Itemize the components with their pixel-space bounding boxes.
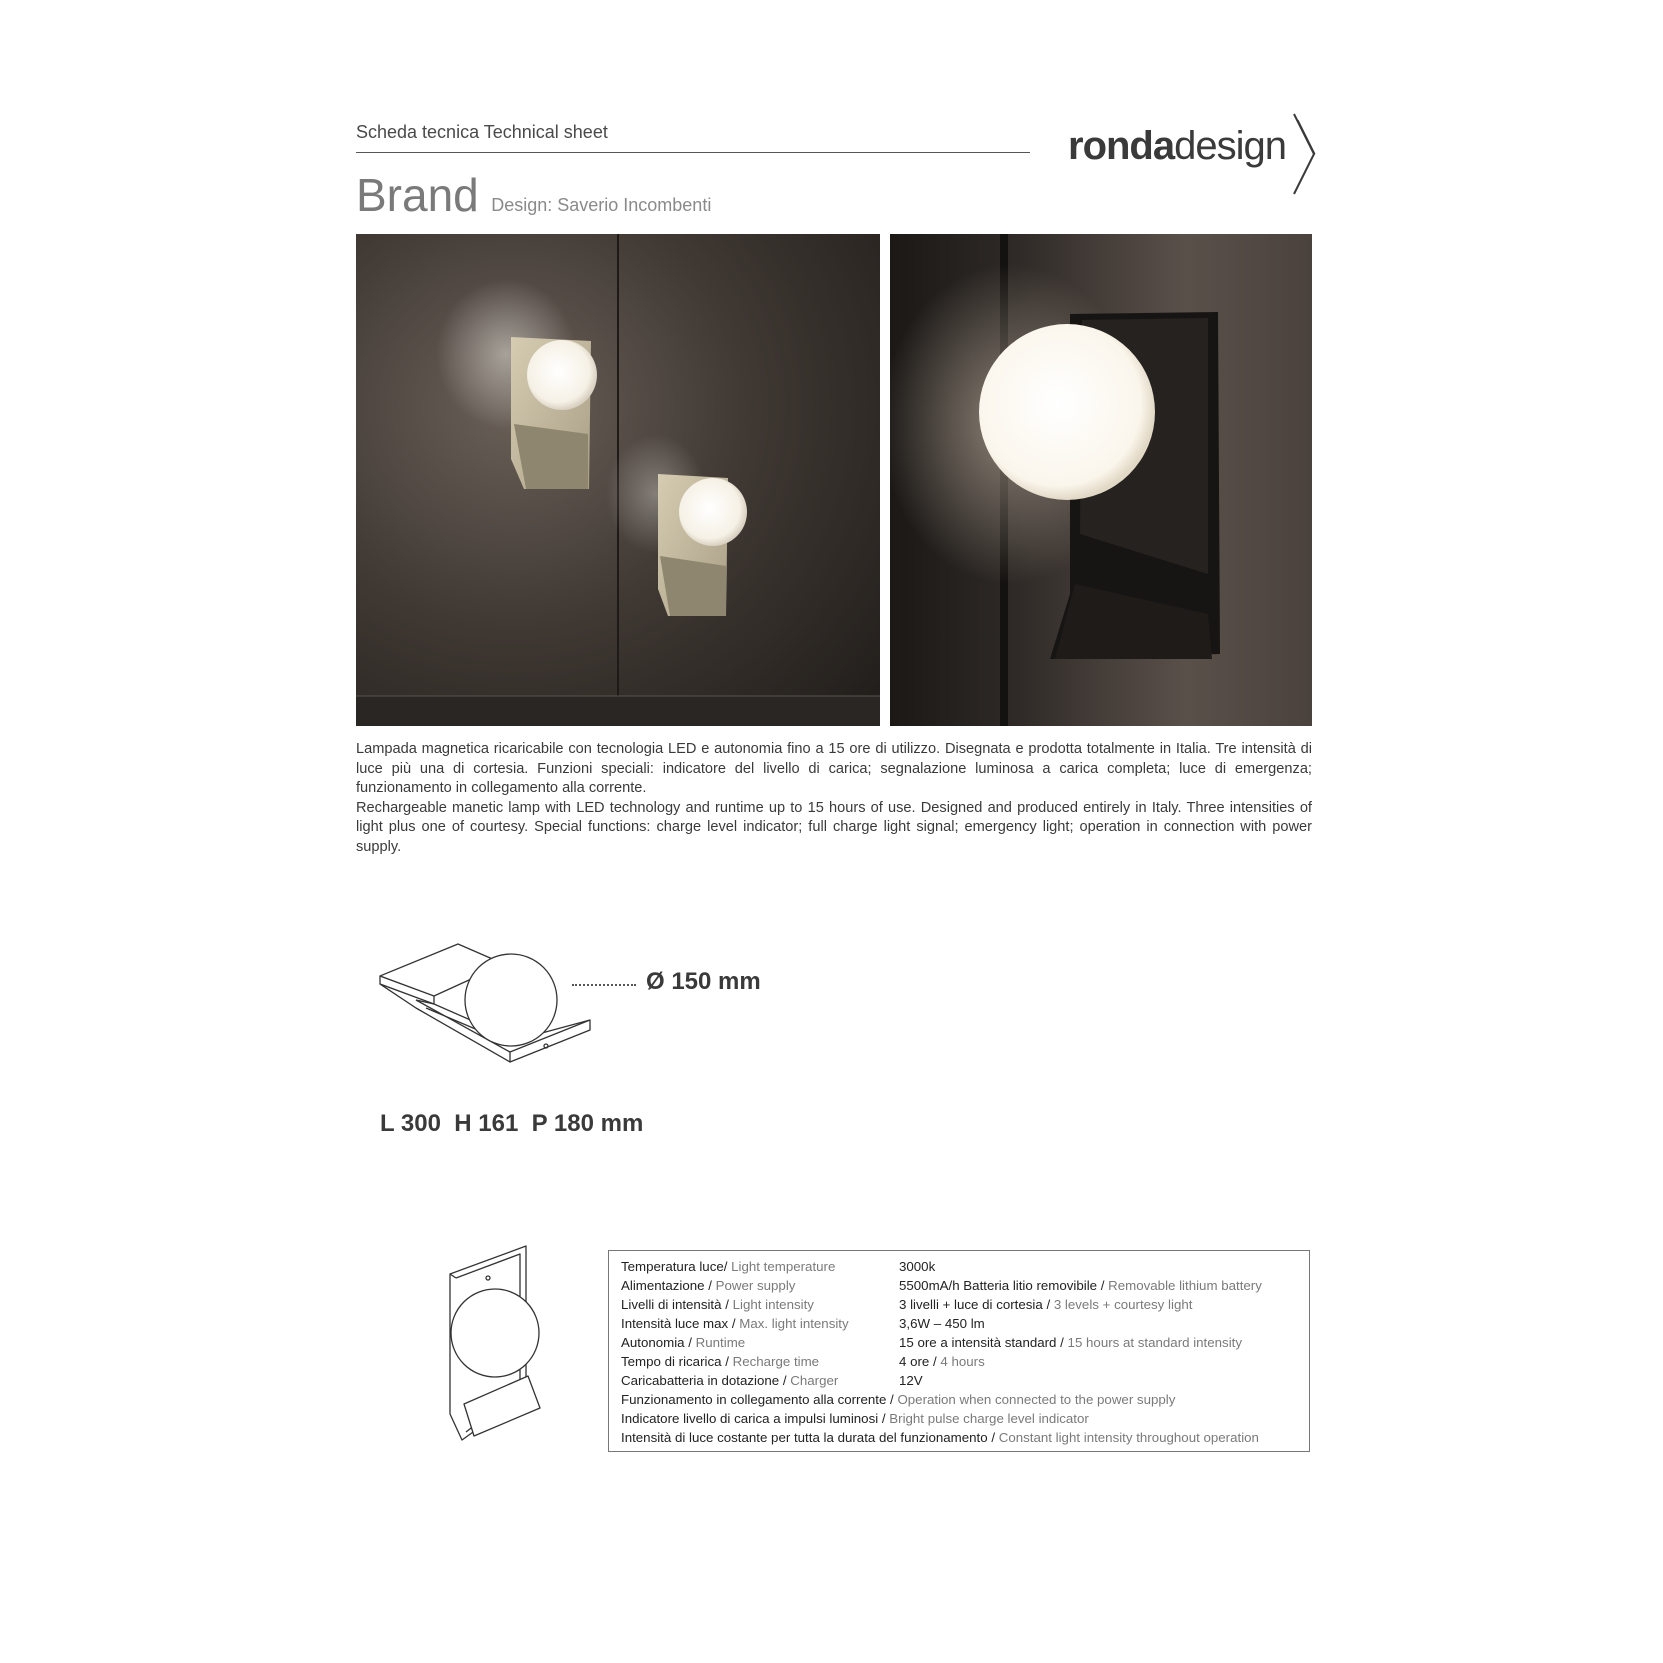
- brand-logo: [1068, 112, 1318, 196]
- spec-label: [621, 1352, 899, 1371]
- spec-label: [621, 1276, 899, 1295]
- photo-two-wall-lamps: [356, 234, 880, 726]
- description-english: Rechargeable manetic lamp with LED technology and runtime up to 15 hours of use. Designed and produced entirely in Italy. Three intensities of light plus one of courtesy. Special functions: charge level indicator; full charge light signal; emergency light; operation in connection with power supply.: [356, 799, 1312, 855]
- spec-feature-row: [621, 1409, 1262, 1428]
- product-name: Brand: [356, 169, 479, 221]
- spec-label-italian: Alimentazione /: [621, 1278, 716, 1293]
- spec-feature-row: [621, 1390, 1262, 1409]
- spec-feature-italian: Intensità di luce costante per tutta la durata del funzionamento /: [621, 1430, 999, 1445]
- spec-label: [621, 1333, 899, 1352]
- spec-label: [621, 1314, 899, 1333]
- spec-value: [899, 1314, 1262, 1333]
- spec-feature-english: Bright pulse charge level indicator: [889, 1411, 1089, 1426]
- spec-value-english: 4 hours: [940, 1354, 985, 1369]
- spec-value: [899, 1352, 1262, 1371]
- spec-feature: [621, 1428, 1262, 1447]
- spec-value-english: 3 levels + courtesy light: [1053, 1297, 1193, 1312]
- logo-wordmark: [1068, 124, 1286, 169]
- spec-label-english: Max. light intensity: [739, 1316, 849, 1331]
- diameter-leader-line: [572, 984, 636, 986]
- spec-row: [621, 1276, 1262, 1295]
- description: [356, 740, 1312, 857]
- spec-value-italian: 15 ore a intensità standard /: [899, 1335, 1068, 1350]
- spec-value-italian: 5500mA/h Batteria litio removibile /: [899, 1278, 1109, 1293]
- header-divider: [356, 152, 1030, 153]
- spec-value-english: Removable lithium battery: [1108, 1278, 1262, 1293]
- spec-label-english: Light temperature: [727, 1259, 836, 1274]
- spec-table: [621, 1257, 1262, 1447]
- title-row: [356, 168, 711, 222]
- spec-label: [621, 1257, 899, 1276]
- lamp-isometric-drawing: [376, 936, 596, 1076]
- spec-value-english: 15 hours at standard intensity: [1067, 1335, 1242, 1350]
- photo-wall-lamp-closeup: [890, 234, 1312, 726]
- spec-label-english: Power supply: [715, 1278, 796, 1293]
- spec-feature: [621, 1390, 1262, 1409]
- spec-row: [621, 1333, 1262, 1352]
- spec-feature-italian: Indicatore livello di carica a impulsi luminosi /: [621, 1411, 890, 1426]
- spec-value: [899, 1276, 1262, 1295]
- spec-feature-row: [621, 1428, 1262, 1447]
- spec-label-italian: Temperatura luce/: [621, 1259, 728, 1274]
- spec-value: [899, 1295, 1262, 1314]
- spec-label-english: Light intensity: [732, 1297, 814, 1312]
- spec-row: [621, 1314, 1262, 1333]
- spec-feature: [621, 1409, 1262, 1428]
- diameter-dimension: Ø 150 mm: [646, 968, 761, 995]
- spec-label-italian: Caricabatteria in dotazione /: [621, 1373, 791, 1388]
- logo-chevron-icon: [1288, 112, 1318, 196]
- overall-dimensions: L 300 H 161 P 180 mm: [380, 1110, 644, 1137]
- sheet-label: Scheda tecnica Technical sheet: [356, 122, 608, 142]
- spec-label-italian: Intensità luce max /: [621, 1316, 740, 1331]
- spec-value-italian: 3000k: [899, 1259, 936, 1274]
- spec-feature-english: Constant light intensity throughout operation: [998, 1430, 1259, 1445]
- spec-row: [621, 1295, 1262, 1314]
- spec-label-english: Charger: [790, 1373, 839, 1388]
- designer-credit: Design: Saverio Incombenti: [491, 195, 712, 215]
- spec-label-english: Recharge time: [732, 1354, 820, 1369]
- spec-feature-english: Operation when connected to the power supply: [897, 1392, 1176, 1407]
- logo-light-part: design: [1174, 124, 1286, 168]
- logo-bold-part: ronda: [1068, 124, 1175, 168]
- spec-value: [899, 1257, 1262, 1276]
- spec-value-italian: 3,6W – 450 lm: [899, 1316, 985, 1331]
- description-italian: Lampada magnetica ricaricabile con tecnologia LED e autonomia fino a 15 ore di utilizzo. Disegnata e prodotta totalmente in Italia. Tre intensità di luce più una di cortesia. Funzioni speciali: indicatore del livello di carica; segnalazione luminosa a carica completa; luce di emergenza; funzionamento in collegamento alla corrente.: [356, 741, 1312, 796]
- spec-label-italian: Tempo di ricarica /: [621, 1354, 733, 1369]
- spec-label: [621, 1295, 899, 1314]
- spec-value-italian: 3 livelli + luce di cortesia /: [899, 1297, 1054, 1312]
- spec-value: [899, 1333, 1262, 1352]
- spec-label-italian: Autonomia /: [621, 1335, 696, 1350]
- spec-value: [899, 1371, 1262, 1390]
- spec-label: [621, 1371, 899, 1390]
- spec-row: [621, 1352, 1262, 1371]
- spec-value-italian: 12V: [899, 1373, 923, 1388]
- lamp-front-drawing: [440, 1244, 570, 1444]
- spec-table-box: [608, 1250, 1310, 1452]
- spec-label-italian: Livelli di intensità /: [621, 1297, 733, 1312]
- spec-value-italian: 4 ore /: [899, 1354, 941, 1369]
- spec-label-english: Runtime: [695, 1335, 746, 1350]
- spec-feature-italian: Funzionamento in collegamento alla corrente /: [621, 1392, 898, 1407]
- spec-row: [621, 1371, 1262, 1390]
- spec-row: [621, 1257, 1262, 1276]
